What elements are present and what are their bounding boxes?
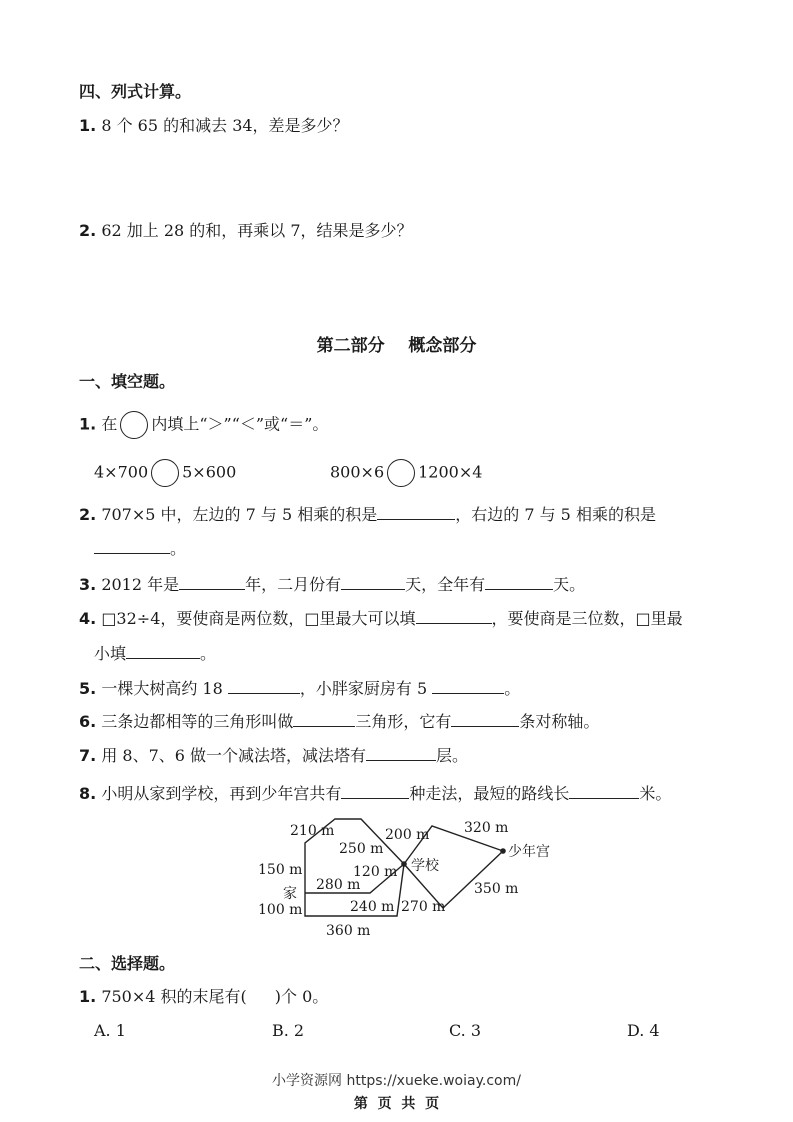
option-d[interactable]: D. 4	[627, 1021, 660, 1040]
label-250: 250 m	[339, 841, 384, 857]
question-text: )个 0。	[274, 987, 329, 1006]
palace-point	[500, 848, 506, 854]
question-text: 种走法，最短的路线长	[409, 784, 570, 803]
question-number: 5.	[79, 679, 97, 698]
label-210: 210 m	[290, 823, 335, 839]
question-text: 小明从家到学校，再到少年宫共有	[101, 784, 342, 803]
expr-right: 1200×4	[418, 462, 483, 482]
question-text: 年，二月份有	[245, 575, 342, 594]
label-270: 270 m	[401, 899, 446, 915]
label-280: 280 m	[316, 877, 361, 893]
option-c[interactable]: C. 3	[449, 1021, 482, 1040]
option-b[interactable]: B. 2	[272, 1021, 305, 1040]
expr-left: 4×700	[94, 462, 149, 482]
label-120: 120 m	[353, 864, 398, 880]
label-100: 100 m	[258, 902, 303, 918]
section-title: 第二部分 概念部分	[316, 336, 477, 356]
question-text: 天。	[553, 575, 586, 594]
label-150: 150 m	[258, 862, 303, 878]
question-number: 1.	[79, 414, 97, 434]
part4-heading: 四、列式计算。	[79, 82, 192, 101]
question-text: ，要使商是三位数，□里最	[491, 609, 683, 628]
watermark: 小学资源网 https://xueke.woiay.com/	[272, 1073, 521, 1089]
question-text: 条对称轴。	[519, 712, 600, 731]
option-a[interactable]: A. 1	[94, 1021, 126, 1040]
page-footer: 第 页 共 页	[353, 1096, 440, 1112]
question-text: ，小胖家厨房有 5	[299, 679, 428, 698]
question-number: 3.	[79, 575, 97, 594]
label-360: 360 m	[326, 923, 371, 939]
question-number: 7.	[79, 746, 97, 765]
label-200: 200 m	[385, 827, 430, 843]
label-home: 家	[283, 886, 297, 902]
question-text: 707×5 中，左边的 7 与 5 相乘的积是	[101, 505, 378, 524]
question-number: 1.	[79, 116, 97, 135]
question-text: 。	[504, 679, 521, 698]
expr-right: 5×600	[182, 462, 237, 482]
question-number: 1.	[79, 987, 97, 1006]
label-240: 240 m	[350, 899, 395, 915]
question-text: 天，全年有	[405, 575, 486, 594]
question-text: 8 个 65 的和减去 34，差是多少？	[101, 116, 349, 135]
question-text: 层。	[436, 746, 469, 765]
label-school: 学校	[411, 858, 439, 874]
school-point	[401, 861, 407, 867]
question-text: 内填上“＞”“＜”或“＝”。	[151, 414, 329, 434]
question-text: ，右边的 7 与 5 相乘的积是	[455, 505, 656, 524]
label-320: 320 m	[464, 820, 509, 836]
question-text: 小填	[94, 644, 127, 663]
question-text: 。	[200, 644, 217, 663]
question-text: 62 加上 28 的和，再乘以 7，结果是多少？	[101, 221, 413, 240]
question-number: 2.	[79, 221, 97, 240]
question-text: 三条边都相等的三角形叫做	[101, 712, 294, 731]
question-text: 三角形，它有	[355, 712, 452, 731]
choice-heading: 二、选择题。	[79, 954, 176, 973]
question-text: 用 8、7、6 做一个减法塔，减法塔有	[101, 746, 367, 765]
question-text: 一棵大树高约 18	[101, 679, 223, 698]
question-text: □32÷4，要使商是两位数，□里最大可以填	[101, 609, 416, 628]
question-text: 750×4 积的末尾有(	[101, 987, 247, 1006]
label-palace: 少年宫	[508, 844, 550, 860]
label-350: 350 m	[474, 881, 519, 897]
question-number: 2.	[79, 505, 97, 524]
fill-heading: 一、填空题。	[79, 372, 176, 391]
question-number: 4.	[79, 609, 97, 628]
question-text: 在	[101, 414, 118, 434]
question-text: 米。	[639, 784, 672, 803]
question-text: 2012 年是	[101, 575, 180, 594]
expr-left: 800×6	[330, 462, 385, 482]
choice-question-1	[79, 986, 328, 1008]
question-number: 6.	[79, 712, 97, 731]
question-number: 8.	[79, 784, 97, 803]
question-text: 。	[170, 539, 187, 558]
